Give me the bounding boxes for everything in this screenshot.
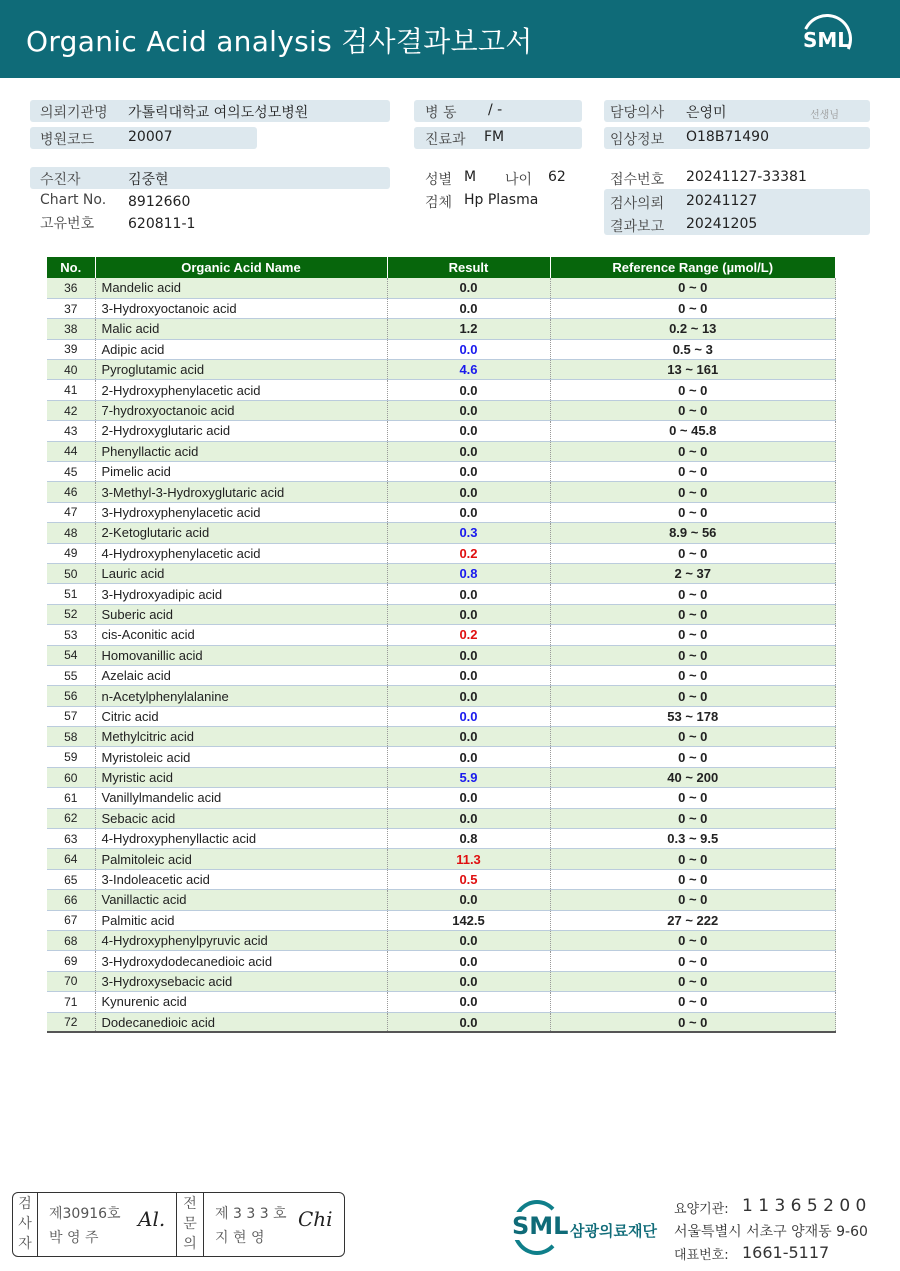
id: 620811-1	[128, 216, 196, 232]
result-value: 0.0	[387, 971, 550, 991]
acid-name: Pyroglutamic acid	[95, 360, 387, 380]
table-row	[47, 747, 836, 767]
result-value: 0.0	[387, 665, 550, 685]
row-no: 54	[47, 645, 95, 665]
reference-range: 0 ~ 0	[550, 686, 836, 706]
acid-name: Myristic acid	[95, 767, 387, 787]
footer-address: 서울특별시 서초구 양재동 9-60	[674, 1224, 868, 1240]
table-row	[47, 665, 836, 685]
specialist-name: 지 현 영	[215, 1230, 265, 1246]
reference-range: 0 ~ 0	[550, 788, 836, 808]
table-row	[47, 563, 836, 583]
table-row	[47, 645, 836, 665]
reference-range: 0 ~ 0	[550, 380, 836, 400]
sex: M	[464, 169, 477, 185]
result-value: 0.0	[387, 441, 550, 461]
acid-name: 2-Hydroxyglutaric acid	[95, 421, 387, 441]
table-row	[47, 523, 836, 543]
acid-name: n-Acetylphenylalanine	[95, 686, 387, 706]
reference-range: 8.9 ~ 56	[550, 523, 836, 543]
result-value: 0.0	[387, 645, 550, 665]
sml-logo: SML	[802, 28, 850, 52]
reference-range: 0 ~ 0	[550, 665, 836, 685]
reference-range: 2 ~ 37	[550, 563, 836, 583]
footer-org: 삼광의료재단	[570, 1222, 657, 1240]
row-no: 43	[47, 421, 95, 441]
code: 20007	[128, 129, 173, 145]
table-row	[47, 298, 836, 318]
table-row	[47, 686, 836, 706]
specimen: Hp Plasma	[464, 192, 539, 208]
footer-logo: SML	[512, 1212, 569, 1240]
result-value: 0.0	[387, 788, 550, 808]
result-value: 0.3	[387, 523, 550, 543]
acid-name: Homovanillic acid	[95, 645, 387, 665]
table-row	[47, 849, 836, 869]
age-label: 나이	[505, 172, 533, 188]
result-value: 0.0	[387, 727, 550, 747]
result-value: 0.0	[387, 400, 550, 420]
row-no: 61	[47, 788, 95, 808]
result-value: 0.0	[387, 604, 550, 624]
row-no: 45	[47, 462, 95, 482]
reference-range: 0 ~ 0	[550, 645, 836, 665]
acid-name: Kynurenic acid	[95, 992, 387, 1012]
reference-range: 0 ~ 0	[550, 1012, 836, 1032]
acid-name: 7-hydroxyoctanoic acid	[95, 400, 387, 420]
tester-name: 박 영 주	[49, 1230, 99, 1246]
acid-name: cis-Aconitic acid	[95, 625, 387, 645]
reference-range: 0 ~ 0	[550, 931, 836, 951]
table-row	[47, 278, 836, 298]
acid-name: 4-Hydroxyphenyllactic acid	[95, 829, 387, 849]
tester-no: 제30916호	[49, 1206, 121, 1222]
acid-name: 3-Indoleacetic acid	[95, 869, 387, 889]
result-value: 11.3	[387, 849, 550, 869]
table-row	[47, 910, 836, 930]
result-value: 0.8	[387, 829, 550, 849]
table-row	[47, 625, 836, 645]
reference-range: 40 ~ 200	[550, 767, 836, 787]
row-no: 67	[47, 910, 95, 930]
row-no: 52	[47, 604, 95, 624]
table-row	[47, 931, 836, 951]
report-label: 결과보고	[610, 219, 665, 235]
reference-range: 0 ~ 0	[550, 869, 836, 889]
result-value: 142.5	[387, 910, 550, 930]
row-no: 44	[47, 441, 95, 461]
signature-box	[12, 1192, 345, 1257]
reference-range: 0.2 ~ 13	[550, 319, 836, 339]
row-no: 48	[47, 523, 95, 543]
result-value: 4.6	[387, 360, 550, 380]
acid-name: 3-Hydroxysebacic acid	[95, 971, 387, 991]
acid-name: Malic acid	[95, 319, 387, 339]
footer-code-label: 요양기관:	[674, 1202, 729, 1217]
reference-range: 27 ~ 222	[550, 910, 836, 930]
row-no: 36	[47, 278, 95, 298]
code-label: 병원코드	[40, 132, 95, 148]
ward-label: 병 동	[425, 105, 457, 121]
table-row	[47, 319, 836, 339]
row-no: 49	[47, 543, 95, 563]
table-row	[47, 380, 836, 400]
col-no: No.	[47, 257, 95, 278]
table-row	[47, 706, 836, 726]
table-row	[47, 727, 836, 747]
result-value: 0.0	[387, 584, 550, 604]
result-value: 0.0	[387, 686, 550, 706]
tester-label: 검사자	[18, 1196, 32, 1252]
dept-label: 진료과	[425, 132, 466, 148]
reference-range: 0 ~ 0	[550, 482, 836, 502]
reference-range: 53 ~ 178	[550, 706, 836, 726]
receipt: 20241127-33381	[686, 169, 807, 185]
row-no: 55	[47, 665, 95, 685]
clinical-label: 임상정보	[610, 132, 665, 148]
acid-name: 4-Hydroxyphenylacetic acid	[95, 543, 387, 563]
acid-name: Methylcitric acid	[95, 727, 387, 747]
table-row	[47, 543, 836, 563]
age: 62	[548, 169, 566, 185]
result-value: 0.0	[387, 482, 550, 502]
result-value: 0.5	[387, 869, 550, 889]
table-row	[47, 992, 836, 1012]
specialist-label: 전문의	[183, 1196, 197, 1252]
result-value: 0.0	[387, 951, 550, 971]
row-no: 69	[47, 951, 95, 971]
result-value: 0.0	[387, 747, 550, 767]
table-row	[47, 604, 836, 624]
row-no: 38	[47, 319, 95, 339]
acid-name: Citric acid	[95, 706, 387, 726]
table-row	[47, 502, 836, 522]
reference-range: 0 ~ 0	[550, 462, 836, 482]
row-no: 51	[47, 584, 95, 604]
row-no: 50	[47, 563, 95, 583]
row-no: 59	[47, 747, 95, 767]
table-row	[47, 890, 836, 910]
specialist-signature: Chi	[298, 1207, 333, 1231]
result-value: 0.0	[387, 931, 550, 951]
request: 20241127	[686, 193, 758, 209]
row-no: 56	[47, 686, 95, 706]
reference-range: 0 ~ 0	[550, 298, 836, 318]
footer-code: 1 1 3 6 5 2 0 0	[742, 1196, 867, 1216]
institution-label: 의뢰기관명	[40, 105, 108, 121]
row-no: 70	[47, 971, 95, 991]
acid-name: 3-Hydroxyphenylacetic acid	[95, 502, 387, 522]
doctor-label: 담당의사	[610, 105, 665, 121]
row-no: 42	[47, 400, 95, 420]
row-no: 60	[47, 767, 95, 787]
acid-name: Vanillylmandelic acid	[95, 788, 387, 808]
reference-range: 0 ~ 45.8	[550, 421, 836, 441]
acid-name: Vanillactic acid	[95, 890, 387, 910]
result-value: 0.0	[387, 339, 550, 359]
result-value: 0.0	[387, 421, 550, 441]
table-row	[47, 767, 836, 787]
reference-range: 0 ~ 0	[550, 747, 836, 767]
chart-label: Chart No.	[40, 192, 107, 208]
reference-range: 0 ~ 0	[550, 951, 836, 971]
reference-range: 0 ~ 0	[550, 727, 836, 747]
specialist-no: 제 3 3 3 호	[215, 1206, 287, 1222]
acid-name: Mandelic acid	[95, 278, 387, 298]
table-row	[47, 339, 836, 359]
ward: / -	[488, 102, 503, 118]
acid-name: Lauric acid	[95, 563, 387, 583]
row-no: 72	[47, 1012, 95, 1032]
acid-name: Pimelic acid	[95, 462, 387, 482]
doctor-suffix: 선생님	[810, 110, 839, 121]
reference-range: 0 ~ 0	[550, 502, 836, 522]
reference-range: 0 ~ 0	[550, 441, 836, 461]
row-no: 66	[47, 890, 95, 910]
result-value: 0.0	[387, 502, 550, 522]
result-value: 0.0	[387, 890, 550, 910]
acid-name: 2-Hydroxyphenylacetic acid	[95, 380, 387, 400]
table-row	[47, 971, 836, 991]
result-value: 0.0	[387, 992, 550, 1012]
acid-name: Palmitoleic acid	[95, 849, 387, 869]
row-no: 71	[47, 992, 95, 1012]
table-row	[47, 441, 836, 461]
row-no: 57	[47, 706, 95, 726]
acid-name: Adipic acid	[95, 339, 387, 359]
reference-range: 0 ~ 0	[550, 890, 836, 910]
row-no: 41	[47, 380, 95, 400]
result-value: 0.0	[387, 278, 550, 298]
acid-name: Azelaic acid	[95, 665, 387, 685]
table-row	[47, 829, 836, 849]
result-value: 1.2	[387, 319, 550, 339]
reference-range: 0.3 ~ 9.5	[550, 829, 836, 849]
col-range: Reference Range (µmol/L)	[550, 257, 836, 278]
reference-range: 0 ~ 0	[550, 584, 836, 604]
acid-name: 3-Methyl-3-Hydroxyglutaric acid	[95, 482, 387, 502]
reference-range: 0 ~ 0	[550, 971, 836, 991]
patient: 김중현	[128, 172, 169, 188]
result-value: 0.0	[387, 706, 550, 726]
institution: 가톨릭대학교 여의도성모병원	[128, 105, 309, 121]
reference-range: 13 ~ 161	[550, 360, 836, 380]
table-row	[47, 482, 836, 502]
reference-range: 0 ~ 0	[550, 808, 836, 828]
specimen-label: 검체	[425, 195, 453, 211]
result-value: 0.2	[387, 543, 550, 563]
request-label: 검사의뢰	[610, 196, 665, 212]
result-value: 0.0	[387, 808, 550, 828]
results-table	[47, 257, 836, 1033]
acid-name: Palmitic acid	[95, 910, 387, 930]
report: 20241205	[686, 216, 758, 232]
acid-name: 3-Hydroxyoctanoic acid	[95, 298, 387, 318]
row-no: 65	[47, 869, 95, 889]
row-no: 68	[47, 931, 95, 951]
result-value: 5.9	[387, 767, 550, 787]
col-result: Result	[387, 257, 550, 278]
chart: 8912660	[128, 194, 191, 210]
acid-name: Sebacic acid	[95, 808, 387, 828]
row-no: 63	[47, 829, 95, 849]
row-no: 64	[47, 849, 95, 869]
table-row	[47, 1012, 836, 1032]
result-value: 0.8	[387, 563, 550, 583]
acid-name: Suberic acid	[95, 604, 387, 624]
dept: FM	[484, 129, 505, 145]
acid-name: Dodecanedioic acid	[95, 1012, 387, 1032]
row-no: 47	[47, 502, 95, 522]
result-value: 0.0	[387, 1012, 550, 1032]
table-row	[47, 808, 836, 828]
reference-range: 0.5 ~ 3	[550, 339, 836, 359]
table-row	[47, 788, 836, 808]
row-no: 40	[47, 360, 95, 380]
table-row	[47, 869, 836, 889]
acid-name: 4-Hydroxyphenylpyruvic acid	[95, 931, 387, 951]
id-label: 고유번호	[40, 216, 95, 232]
reference-range: 0 ~ 0	[550, 604, 836, 624]
footer-phone: 1661-5117	[742, 1243, 830, 1262]
report-title: Organic Acid analysis 검사결과보고서	[26, 25, 533, 58]
reference-range: 0 ~ 0	[550, 625, 836, 645]
header-bar	[0, 0, 900, 78]
result-value: 0.2	[387, 625, 550, 645]
table-row	[47, 360, 836, 380]
tester-signature: Al.	[138, 1207, 166, 1231]
receipt-label: 접수번호	[610, 172, 665, 188]
table-row	[47, 951, 836, 971]
table-row	[47, 584, 836, 604]
doctor: 은영미	[686, 105, 727, 121]
acid-name: Phenyllactic acid	[95, 441, 387, 461]
patient-label: 수진자	[40, 172, 81, 188]
sex-label: 성별	[425, 172, 453, 188]
result-value: 0.0	[387, 380, 550, 400]
acid-name: Myristoleic acid	[95, 747, 387, 767]
acid-name: 3-Hydroxydodecanedioic acid	[95, 951, 387, 971]
reference-range: 0 ~ 0	[550, 992, 836, 1012]
clinical: O18B71490	[686, 129, 769, 145]
row-no: 58	[47, 727, 95, 747]
reference-range: 0 ~ 0	[550, 400, 836, 420]
reference-range: 0 ~ 0	[550, 543, 836, 563]
row-no: 37	[47, 298, 95, 318]
row-no: 39	[47, 339, 95, 359]
row-no: 53	[47, 625, 95, 645]
footer-phone-label: 대표번호:	[674, 1248, 729, 1263]
table-row	[47, 421, 836, 441]
result-value: 0.0	[387, 298, 550, 318]
col-name: Organic Acid Name	[95, 257, 387, 278]
result-value: 0.0	[387, 462, 550, 482]
row-no: 62	[47, 808, 95, 828]
acid-name: 2-Ketoglutaric acid	[95, 523, 387, 543]
table-row	[47, 462, 836, 482]
table-row	[47, 400, 836, 420]
row-no: 46	[47, 482, 95, 502]
reference-range: 0 ~ 0	[550, 849, 836, 869]
acid-name: 3-Hydroxyadipic acid	[95, 584, 387, 604]
reference-range: 0 ~ 0	[550, 278, 836, 298]
